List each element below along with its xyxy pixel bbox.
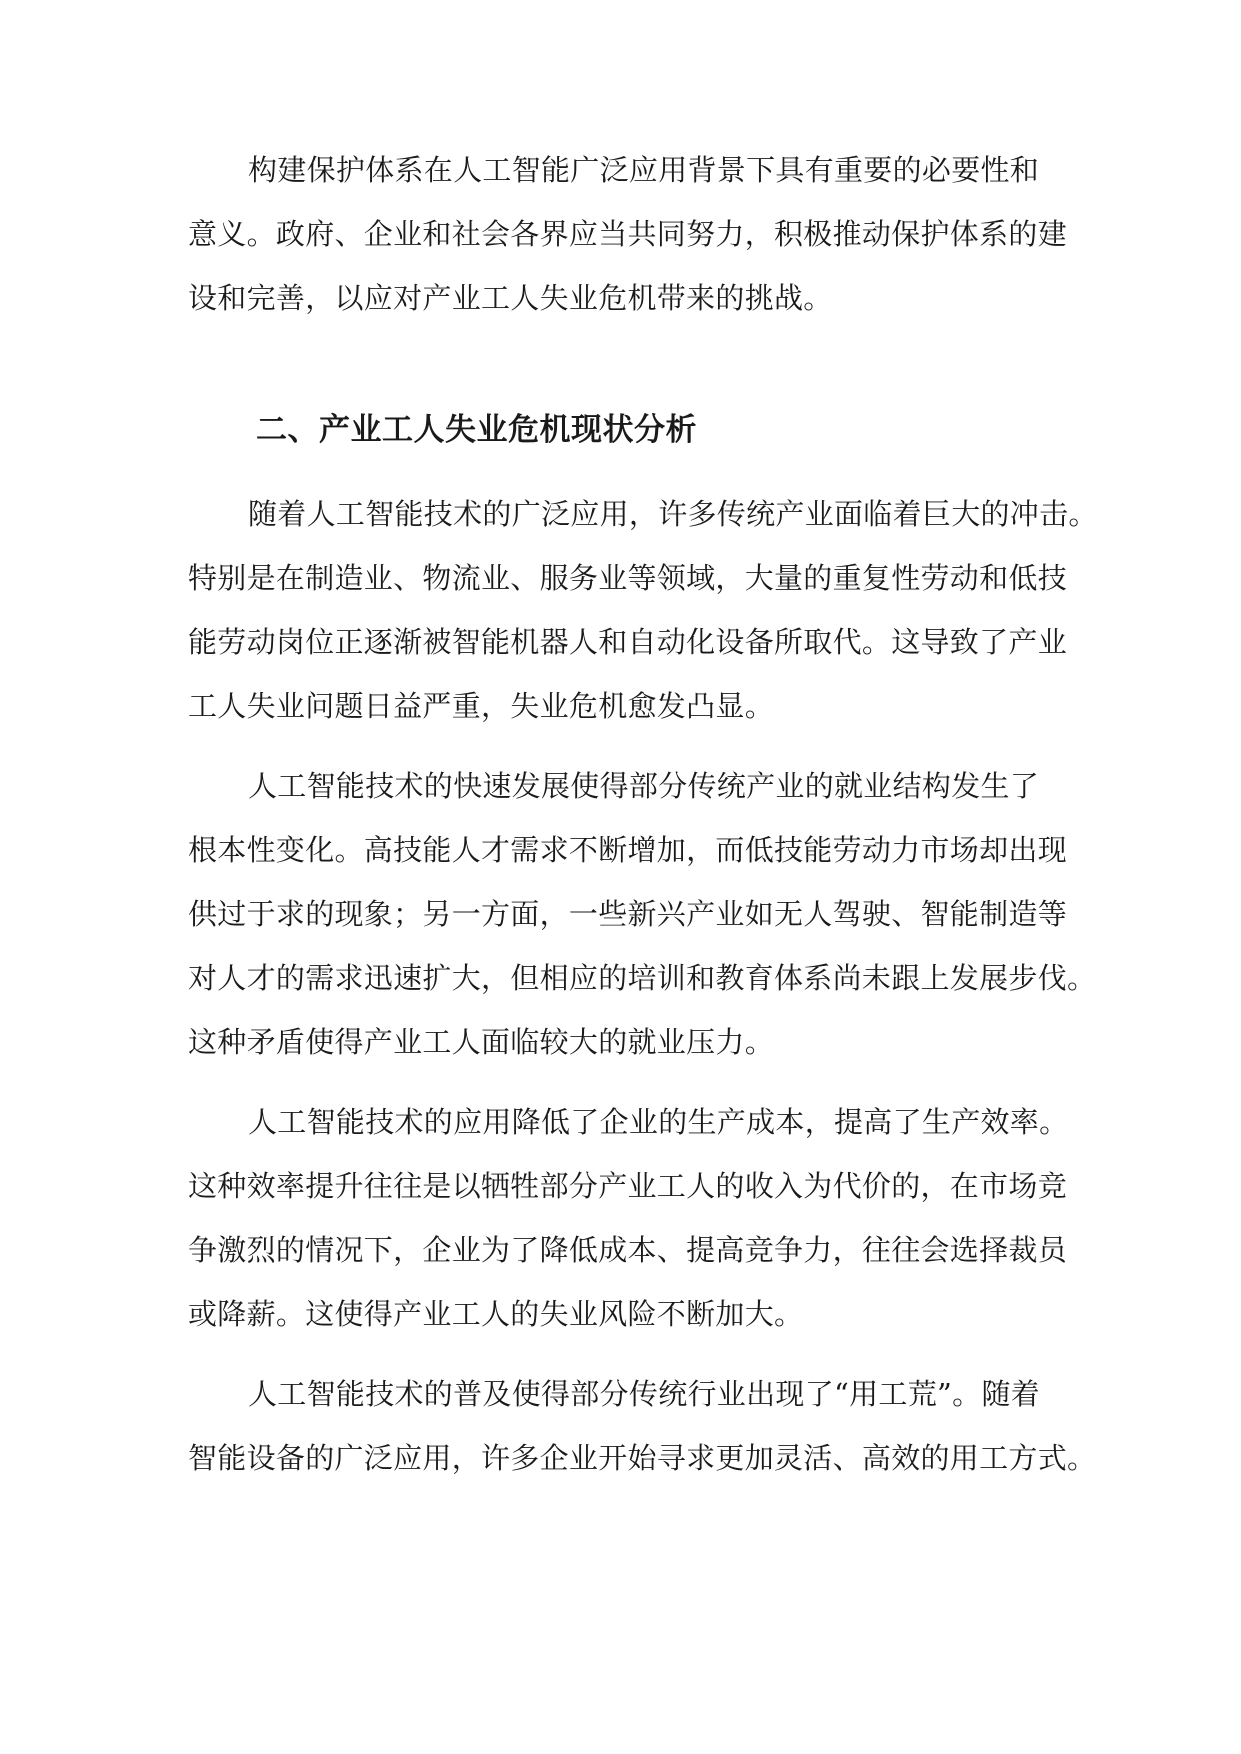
section-heading: 二、产业工人失业危机现状分析 <box>256 412 697 448</box>
paragraph-4-line-3: 争激烈的情况下，企业为了降低成本、提高竞争力，往往会选择裁员 <box>188 1233 1068 1267</box>
paragraph-4-line-4: 或降薪。这使得产业工人的失业风险不断加大。 <box>188 1297 804 1331</box>
paragraph-1-line-3: 设和完善，以应对产业工人失业危机带来的挑战。 <box>188 281 833 315</box>
paragraph-3-line-5: 这种矛盾使得产业工人面临较大的就业压力。 <box>188 1025 775 1059</box>
paragraph-3-line-3: 供过于求的现象；另一方面，一些新兴产业如无人驾驶、智能制造等 <box>188 897 1068 931</box>
paragraph-5-line-2: 智能设备的广泛应用，许多企业开始寻求更加灵活、高效的用工方式。 <box>188 1441 1097 1475</box>
paragraph-5-line-1: 人工智能技术的普及使得部分传统行业出现了“用工荒”。随着 <box>248 1377 1041 1411</box>
paragraph-2-line-1: 随着人工智能技术的广泛应用，许多传统产业面临着巨大的冲击。 <box>248 497 1098 531</box>
paragraph-4-line-1: 人工智能技术的应用降低了企业的生产成本，提高了生产效率。 <box>248 1105 1069 1139</box>
paragraph-3-line-1: 人工智能技术的快速发展使得部分传统产业的就业结构发生了 <box>248 769 1040 803</box>
paragraph-3-line-2: 根本性变化。高技能人才需求不断增加，而低技能劳动力市场却出现 <box>188 833 1068 867</box>
paragraph-2-line-2: 特别是在制造业、物流业、服务业等领域，大量的重复性劳动和低技 <box>188 561 1068 595</box>
paragraph-4-line-2: 这种效率提升往往是以牺牲部分产业工人的收入为代价的，在市场竞 <box>188 1169 1068 1203</box>
paragraph-2-line-3: 能劳动岗位正逐渐被智能机器人和自动化设备所取代。这导致了产业 <box>188 625 1068 659</box>
paragraph-2-line-4: 工人失业问题日益严重，失业危机愈发凸显。 <box>188 689 775 723</box>
paragraph-1-line-1: 构建保护体系在人工智能广泛应用背景下具有重要的必要性和 <box>248 153 1040 187</box>
paragraph-1-line-2: 意义。政府、企业和社会各界应当共同努力，积极推动保护体系的建 <box>188 217 1068 251</box>
paragraph-3-line-4: 对人才的需求迅速扩大，但相应的培训和教育体系尚未跟上发展步伐。 <box>188 961 1097 995</box>
